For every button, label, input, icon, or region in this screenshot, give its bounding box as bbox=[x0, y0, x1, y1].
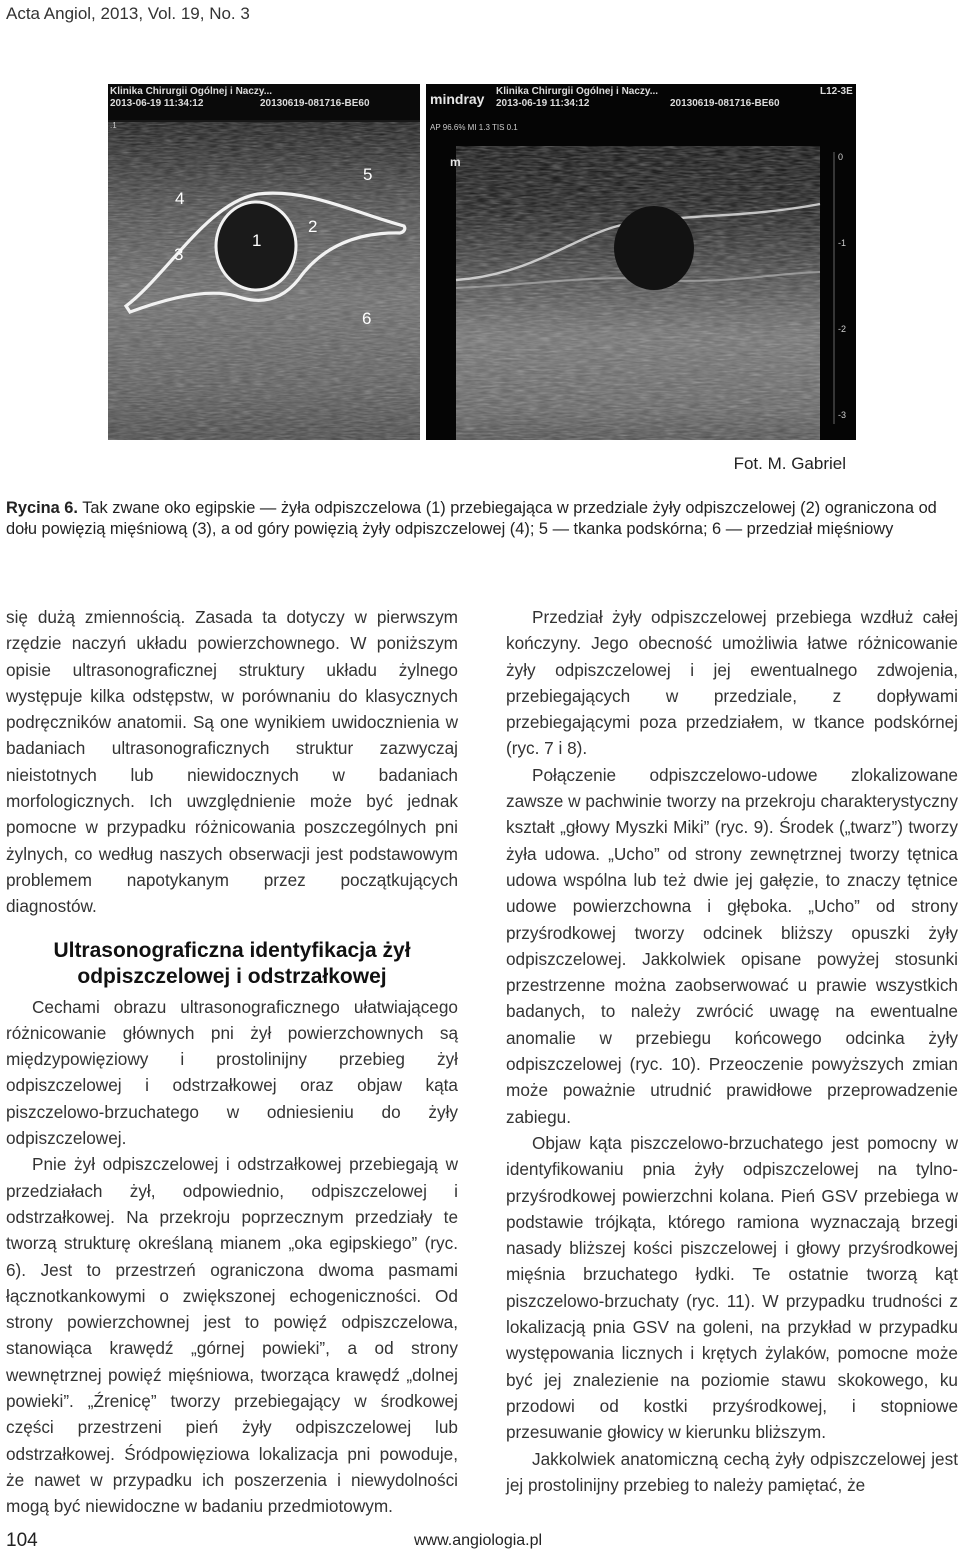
ultrasound-image-right bbox=[426, 84, 856, 440]
caption-label: Rycina 6. bbox=[6, 499, 78, 517]
right-header-clinic: Klinika Chirurgii Ogólnej i Naczy... bbox=[496, 86, 659, 97]
vein-lumen bbox=[614, 206, 694, 290]
left-column bbox=[6, 604, 458, 1520]
right-header-id: 20130619-081716-BE60 bbox=[670, 98, 780, 109]
ultrasound-image-left bbox=[108, 84, 420, 440]
label-5: 5 bbox=[363, 165, 373, 184]
right-header-datetime: 2013-06-19 11:34:12 bbox=[496, 98, 590, 109]
acoustic-params: AP 96.6% MI 1.3 TIS 0.1 bbox=[430, 123, 518, 132]
photo-credit: Fot. M. Gabriel bbox=[733, 454, 846, 473]
left-paragraph-2: Cechami obrazu ultrasonograficznego ułatwiającego różnicowanie głównych pni żył powierzchownych są międzypowięziowy i prostolinijny przebieg żył odpiszczelowej i odstrzałkowej oraz objaw kąta piszczelowo-brzuchatego w odniesieniu do żyły odpiszczelowej. bbox=[6, 996, 458, 1149]
depth-tick-1: -1 bbox=[838, 238, 847, 248]
depth-tick-3: -3 bbox=[838, 410, 847, 420]
left-paragraph-3: Pnie żył odpiszczelowej i odstrzałkowej przebiegają w przedziałach żył, odpowiednio, odpiszczelowej i odstrzałkowej. Na przekroju poprzecznym przedziały te tworzą strukturę określaną mianem „oka egipskiego” (ryc. 6). Jest to przestrzeń ograniczona dwoma pasmami łącznotkankowymi o zwiększonej echogeniczności. Od strony powierzchownej jest to powięź odpiszczelowa, stanowiąca krawędź „górnej powieki”, a od strony wewnętrznej powięź mięśniowa, tworząca krawędź „dolnej powieki”. „Źrenicę” tworzy przebiegający w środkowej części przestrzeni pień żyły odpiszczelowej lub odstrzałkowej. Śródpowięziowa lokalizacja pni powoduje, że nawet w przypadku ich poszerzenia i niewydolności mogą być niewidoczne w badaniu przedmiotowym. bbox=[6, 1154, 458, 1517]
depth-tick-0: 0 bbox=[838, 152, 844, 162]
page-number: 104 bbox=[6, 1530, 38, 1551]
caption-text: Tak zwane oko egipskie — żyła odpiszczelowa (1) przebiegająca w przedziale żyły odpiszczelowej (2) ograniczona od dołu powięzią mięśniową (3), a od góry powięzią żyły odpiszczelowej (4); 5 — tkanka podskórna; 6 — przedział mięśniowy bbox=[6, 499, 937, 538]
left-header-datetime: 2013-06-19 11:34:12 bbox=[110, 98, 204, 109]
ultrasound-panel-raw bbox=[426, 84, 856, 440]
depth-tick-2: -2 bbox=[838, 324, 847, 334]
m-marker: m bbox=[450, 155, 461, 169]
label-1: 1 bbox=[252, 231, 262, 250]
left-header-small: .1 bbox=[110, 121, 117, 130]
right-column bbox=[506, 604, 958, 1498]
right-paragraph-2: Połączenie odpiszczelowo-udowe zlokalizowane zawsze w pachwinie tworzy na przekroju charakterystyczny kształt „głowy Myszki Miki” (ryc. 9). Środek („twarz”) tworzy żyła udowa. „Ucho” od strony zewnętrznej tworzy tętnica udowa wspólna lub też dwie jej gałęzie, to znaczy tętnice udowe powierzchowna i głęboka. „Ucho” od strony przyśrodkowej tworzy odcinek bliższy opuszki żyły odpiszczelowej. Jakkolwiek opisane powyżej stosunki przestrzenne można zaobserwować u prawie wszystkich badanych, to należy zwrócić uwagę na ewentualne anomalie w przebiegu końcowego odcinka żyły odpiszczelowej (ryc. 10). Przeoczenie powyższych zmian może poważnie utrudnić prawidłowe przeprowadzenie zabiegu. bbox=[506, 764, 958, 1127]
label-2: 2 bbox=[308, 217, 318, 236]
section-heading: Ultrasonograficzna identyfikacja żył odpiszczelowej i odstrzałkowej bbox=[53, 938, 411, 988]
label-6: 6 bbox=[362, 309, 372, 328]
running-head: Acta Angiol, 2013, Vol. 19, No. 3 bbox=[6, 4, 250, 23]
figure-caption bbox=[6, 498, 958, 540]
left-header-id: 20130619-081716-BE60 bbox=[260, 98, 370, 109]
label-4: 4 bbox=[175, 189, 185, 208]
label-3: 3 bbox=[174, 245, 184, 264]
probe-label: L12-3E bbox=[820, 86, 853, 97]
right-paragraph-1: Przedział żyły odpiszczelowej przebiega wzdłuż całej kończyny. Jego obecność umożliwia łatwe różnicowanie żyły odpiszczelowej i jej ewentualnego zdwojenia, przebiegających w przedziale, z dopływami przebiegającymi poza przedziałem, w tkance podskórnej (ryc. 7 i 8). bbox=[506, 607, 958, 759]
figure-ultrasound bbox=[108, 84, 856, 440]
left-header-clinic: Klinika Chirurgii Ogólnej i Naczy... bbox=[110, 86, 273, 97]
right-paragraph-4: Jakkolwiek anatomiczną cechą żyły odpiszczelowej jest jej prostolinijny przebieg to należy pamiętać, że bbox=[506, 1448, 958, 1495]
left-paragraph-1: się dużą zmiennością. Zasada ta dotyczy w pierwszym rzędzie naczyń układu powierzchownego. W poniższym opisie ultrasonograficznej struktury układu żylnego występuje kilka odstępstw, w porównaniu do klasycznych podręczników anatomii. Są one wynikiem uwidocznienia w badaniach ultrasonograficznych struktur zazwyczaj nieistotnych lub niewidocznych w badaniach morfologicznych. Ich uwzględnienie może być jednak pomocne w przypadku różnicowania poszczególnych pni żylnych, co według naszych obserwacji jest podstawowym problemem napotykanym przez początkujących diagnostów. bbox=[6, 607, 458, 917]
ultrasound-panel-annotated bbox=[108, 84, 420, 440]
brand-logo: mindray bbox=[430, 91, 485, 107]
footer-url[interactable]: www.angiologia.pl bbox=[414, 1532, 543, 1549]
right-paragraph-3: Objaw kąta piszczelowo-brzuchatego jest pomocny w identyfikowaniu pnia żyły odpiszczelowej na tylno-przyśrodkowej powierzchni kolana. Pień GSV przebiega w podstawie trójkąta, którego ramiona wyznaczają brzegi nasady bliższej kości piszczelowej i głowy przyśrodkowej mięśnia brzuchatego łydki. Te ostatnie tworzą kąt piszczelowo-brzuchaty (ryc. 11). W przypadku trudności z lokalizacją pnia GSV na goleni, na przykład w przypadku występowania licznych i krętych żylaków, pomocne może być jej znalezienie na poziomie stawu skokowego, ku przodowi od kostki przyśrodkowej, i stopniowe przesuwanie głowicy w kierunku bliższym. bbox=[506, 1132, 958, 1443]
